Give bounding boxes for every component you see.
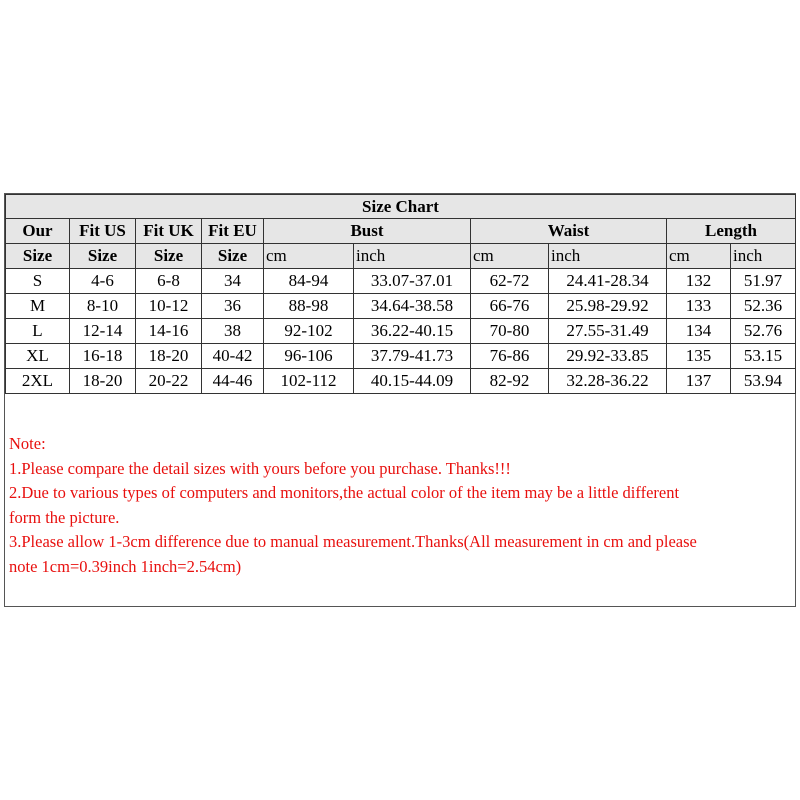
header-our-size: Size bbox=[6, 244, 70, 269]
table-cell: 18-20 bbox=[70, 369, 136, 394]
table-cell: 10-12 bbox=[136, 294, 202, 319]
waist-inch-unit: inch bbox=[549, 244, 667, 269]
table-cell: 2XL bbox=[6, 369, 70, 394]
table-cell: 34 bbox=[202, 269, 264, 294]
table-cell: 70-80 bbox=[471, 319, 549, 344]
table-cell: 53.94 bbox=[731, 369, 796, 394]
header-waist: Waist bbox=[471, 219, 667, 244]
note-line-5: note 1cm=0.39inch 1inch=2.54cm) bbox=[9, 556, 242, 576]
table-cell: 6-8 bbox=[136, 269, 202, 294]
table-cell: 29.92-33.85 bbox=[549, 344, 667, 369]
table-cell: S bbox=[6, 269, 70, 294]
table-cell: 51.97 bbox=[731, 269, 796, 294]
note-line-1: 1.Please compare the detail sizes with yours before you purchase. Thanks!!! bbox=[9, 458, 511, 478]
table-cell: 18-20 bbox=[136, 344, 202, 369]
table-cell: 44-46 bbox=[202, 369, 264, 394]
table-cell: XL bbox=[6, 344, 70, 369]
table-cell: 132 bbox=[667, 269, 731, 294]
table-row bbox=[6, 344, 796, 369]
table-cell: 25.98-29.92 bbox=[549, 294, 667, 319]
table-cell: 53.15 bbox=[731, 344, 796, 369]
note-line-4: 3.Please allow 1-3cm difference due to manual measurement.Thanks(All measurement in cm and please bbox=[9, 532, 697, 551]
header-fit-us-size: Size bbox=[70, 244, 136, 269]
table-cell: 24.41-28.34 bbox=[549, 269, 667, 294]
table-cell: L bbox=[6, 319, 70, 344]
table-cell: 84-94 bbox=[264, 269, 354, 294]
table-cell: 32.28-36.22 bbox=[549, 369, 667, 394]
table-cell: 92-102 bbox=[264, 319, 354, 344]
table-cell: 135 bbox=[667, 344, 731, 369]
table-cell: 82-92 bbox=[471, 369, 549, 394]
table-cell: 27.55-31.49 bbox=[549, 319, 667, 344]
table-row bbox=[6, 369, 796, 394]
header-fit-eu-size: Size bbox=[202, 244, 264, 269]
table-cell: 34.64-38.58 bbox=[354, 294, 471, 319]
chart-title: Size Chart bbox=[6, 195, 796, 219]
length-inch-unit: inch bbox=[731, 244, 796, 269]
table-cell: 40.15-44.09 bbox=[354, 369, 471, 394]
note-line-2: 2.Due to various types of computers and monitors,the actual color of the item may be a little different bbox=[9, 483, 680, 502]
table-cell: 96-106 bbox=[264, 344, 354, 369]
table-cell: 102-112 bbox=[264, 369, 354, 394]
table-cell: 88-98 bbox=[264, 294, 354, 319]
table-row bbox=[6, 294, 796, 319]
table-cell: 4-6 bbox=[70, 269, 136, 294]
table-cell: 52.36 bbox=[731, 294, 796, 319]
header-fit-eu: Fit EU bbox=[202, 219, 264, 244]
table-cell: 52.76 bbox=[731, 319, 796, 344]
bust-inch-unit: inch bbox=[354, 244, 471, 269]
notes-heading: Note: bbox=[9, 434, 46, 453]
header-fit-uk: Fit UK bbox=[136, 219, 202, 244]
table-cell: 37.79-41.73 bbox=[354, 344, 471, 369]
table-cell: 20-22 bbox=[136, 369, 202, 394]
size-chart-table bbox=[5, 194, 796, 394]
waist-cm-unit: cm bbox=[471, 244, 549, 269]
table-cell: 14-16 bbox=[136, 319, 202, 344]
table-cell: 12-14 bbox=[70, 319, 136, 344]
table-cell: 36.22-40.15 bbox=[354, 319, 471, 344]
table-cell: 66-76 bbox=[471, 294, 549, 319]
size-chart-box bbox=[4, 193, 796, 607]
header-bust: Bust bbox=[264, 219, 471, 244]
table-cell: 62-72 bbox=[471, 269, 549, 294]
table-cell: 16-18 bbox=[70, 344, 136, 369]
table-cell: 33.07-37.01 bbox=[354, 269, 471, 294]
header-fit-uk-size: Size bbox=[136, 244, 202, 269]
table-cell: 137 bbox=[667, 369, 731, 394]
header-our: Our bbox=[6, 219, 70, 244]
table-cell: M bbox=[6, 294, 70, 319]
table-cell: 76-86 bbox=[471, 344, 549, 369]
table-cell: 133 bbox=[667, 294, 731, 319]
table-cell: 8-10 bbox=[70, 294, 136, 319]
table-cell: 36 bbox=[202, 294, 264, 319]
table-cell: 134 bbox=[667, 319, 731, 344]
table-cell: 40-42 bbox=[202, 344, 264, 369]
header-length: Length bbox=[667, 219, 796, 244]
table-row bbox=[6, 319, 796, 344]
length-cm-unit: cm bbox=[667, 244, 731, 269]
bust-cm-unit: cm bbox=[264, 244, 354, 269]
note-line-3: form the picture. bbox=[9, 507, 120, 527]
notes-section bbox=[9, 432, 789, 579]
table-row bbox=[6, 269, 796, 294]
header-fit-us: Fit US bbox=[70, 219, 136, 244]
table-cell: 38 bbox=[202, 319, 264, 344]
